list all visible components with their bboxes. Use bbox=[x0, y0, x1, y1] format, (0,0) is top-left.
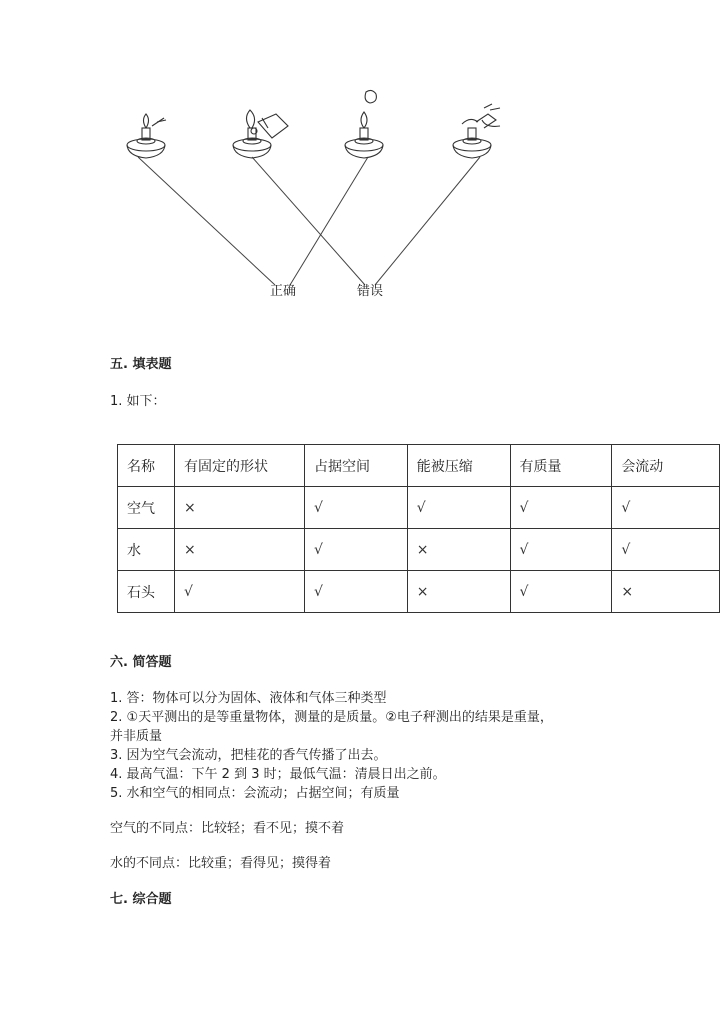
water-differences: 水的不同点：比较重；看得见；摸得着 bbox=[110, 856, 332, 871]
table-header-cell: 会流动 bbox=[612, 445, 720, 487]
mark-cell: √ bbox=[510, 571, 612, 613]
table-row bbox=[118, 487, 720, 529]
row-name-cell: 石头 bbox=[118, 571, 175, 613]
mark-cell: × bbox=[175, 487, 305, 529]
table-header-row bbox=[118, 445, 720, 487]
mark-cell: √ bbox=[305, 529, 408, 571]
table-header-cell: 有固定的形状 bbox=[175, 445, 305, 487]
properties-table bbox=[117, 444, 720, 613]
table-header-cell: 名称 bbox=[118, 445, 175, 487]
section-7-heading: 七. 综合题 bbox=[110, 892, 172, 907]
section-6-answers bbox=[110, 689, 553, 873]
row-name-cell: 空气 bbox=[118, 487, 175, 529]
alcohol-lamp-1-icon bbox=[127, 114, 166, 158]
mark-cell: √ bbox=[510, 487, 612, 529]
mark-cell: √ bbox=[612, 529, 720, 571]
mark-cell: √ bbox=[175, 571, 305, 613]
mark-cell: √ bbox=[305, 571, 408, 613]
section-5-heading: 五. 填表题 bbox=[110, 357, 172, 372]
mark-cell: √ bbox=[407, 487, 510, 529]
mark-cell: × bbox=[612, 571, 720, 613]
line-lamp2-to-wrong bbox=[252, 157, 365, 285]
table-header-cell: 占据空间 bbox=[305, 445, 408, 487]
answer-line: 并非质量 bbox=[110, 729, 163, 744]
answer-line: 4. 最高气温：下午 2 到 3 时；最低气温：清晨日出之前。 bbox=[110, 767, 446, 782]
table-header-cell: 有质量 bbox=[510, 445, 612, 487]
mark-cell: × bbox=[407, 529, 510, 571]
mark-cell: √ bbox=[510, 529, 612, 571]
answer-line: 5. 水和空气的相同点：会流动；占据空间；有质量 bbox=[110, 786, 400, 801]
table-header-cell: 能被压缩 bbox=[407, 445, 510, 487]
mark-cell: √ bbox=[612, 487, 720, 529]
alcohol-lamp-diagram bbox=[0, 0, 720, 320]
mark-cell: × bbox=[175, 529, 305, 571]
lamp-cap-icon bbox=[365, 90, 376, 103]
alcohol-lamp-4-icon bbox=[453, 104, 500, 158]
line-lamp1-to-wrong bbox=[138, 157, 275, 285]
mark-cell: × bbox=[407, 571, 510, 613]
line-lamp4-to-wrong bbox=[375, 157, 480, 285]
label-wrong: 错误 bbox=[357, 284, 384, 299]
answer-line: 3. 因为空气会流动，把桂花的香气传播了出去。 bbox=[110, 748, 387, 763]
alcohol-lamp-2-icon bbox=[233, 110, 288, 158]
table-row bbox=[118, 529, 720, 571]
label-correct: 正确 bbox=[270, 284, 297, 299]
air-differences: 空气的不同点：比较轻；看不见；摸不着 bbox=[110, 821, 345, 836]
table-row bbox=[118, 571, 720, 613]
section-5-intro: 1. 如下： bbox=[110, 394, 166, 409]
answer-line: 1. 答：物体可以分为固体、液体和气体三种类型 bbox=[110, 691, 387, 706]
alcohol-lamp-3-icon bbox=[345, 90, 383, 158]
lamp-matching-figure bbox=[0, 0, 720, 320]
mark-cell: √ bbox=[305, 487, 408, 529]
line-lamp3-to-correct bbox=[290, 157, 368, 285]
answer-line: 2. ①天平测出的是等重量物体，测量的是质量。②电子秤测出的结果是重量， bbox=[110, 710, 553, 725]
section-6-heading: 六. 简答题 bbox=[110, 655, 172, 670]
row-name-cell: 水 bbox=[118, 529, 175, 571]
